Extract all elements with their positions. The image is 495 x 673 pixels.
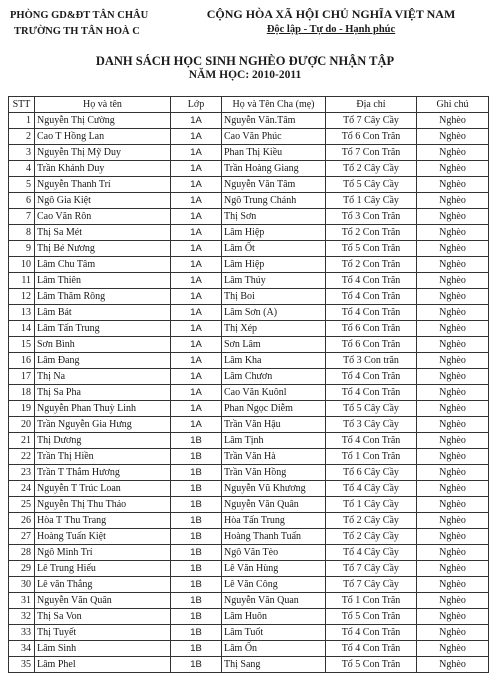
table-row xyxy=(9,465,489,481)
class-cell: 1A xyxy=(171,177,222,193)
table-row xyxy=(9,209,489,225)
class-cell: 1B xyxy=(171,609,222,625)
address-cell: Tổ 7 Cây Cầy xyxy=(326,561,417,577)
student-name: Lê văn Thắng xyxy=(35,577,171,593)
class-cell: 1A xyxy=(171,193,222,209)
document-title: DANH SÁCH HỌC SINH NGHÈO ĐƯỢC NHẬN TẬP xyxy=(95,54,395,68)
address-cell: Tổ 4 Con Trăn xyxy=(326,289,417,305)
class-cell: 1A xyxy=(171,289,222,305)
parent-name: Nguyễn Vũ Khương xyxy=(222,481,326,497)
col-header-address: Địa chỉ xyxy=(326,97,417,113)
student-name: Lâm Chu Tâm xyxy=(35,257,171,273)
student-name: Thị Bé Nương xyxy=(35,241,171,257)
note-cell: Nghèo xyxy=(417,273,489,289)
student-name: Ngô Minh Trí xyxy=(35,545,171,561)
row-number: 8 xyxy=(9,225,35,241)
table-row xyxy=(9,417,489,433)
address-cell: Tổ 3 Con Trăn xyxy=(326,209,417,225)
student-name: Hòa T Thu Trang xyxy=(35,513,171,529)
note-cell: Nghèo xyxy=(417,129,489,145)
table-row xyxy=(9,225,489,241)
address-cell: Tổ 4 Con Trăn xyxy=(326,433,417,449)
parent-name: Lâm Hiệp xyxy=(222,257,326,273)
note-cell: Nghèo xyxy=(417,497,489,513)
address-cell: Tổ 2 Con Trăn xyxy=(326,257,417,273)
table-row xyxy=(9,529,489,545)
row-number: 5 xyxy=(9,177,35,193)
table-row xyxy=(9,337,489,353)
table-row xyxy=(9,257,489,273)
class-cell: 1A xyxy=(171,321,222,337)
student-name: Lâm Thăm Rông xyxy=(35,289,171,305)
parent-name: Lâm Thúy xyxy=(222,273,326,289)
table-row xyxy=(9,545,489,561)
address-cell: Tổ 2 Cây Cầy xyxy=(326,513,417,529)
note-cell: Nghèo xyxy=(417,193,489,209)
student-name: Nguyễn Thị Thu Thảo xyxy=(35,497,171,513)
row-number: 29 xyxy=(9,561,35,577)
student-name: Thị Sa Von xyxy=(35,609,171,625)
note-cell: Nghèo xyxy=(417,577,489,593)
note-cell: Nghèo xyxy=(417,225,489,241)
table-row xyxy=(9,481,489,497)
col-header-class: Lớp xyxy=(171,97,222,113)
parent-name: Thị Sang xyxy=(222,657,326,673)
row-number: 19 xyxy=(9,401,35,417)
table-row xyxy=(9,177,489,193)
class-cell: 1B xyxy=(171,465,222,481)
address-cell: Tổ 1 Cây Cầy xyxy=(326,193,417,209)
parent-name: Lâm Tịnh xyxy=(222,433,326,449)
address-cell: Tổ 4 Con Trăn xyxy=(326,369,417,385)
note-cell: Nghèo xyxy=(417,305,489,321)
address-cell: Tổ 4 Con Trăn xyxy=(326,273,417,289)
row-number: 17 xyxy=(9,369,35,385)
table-row xyxy=(9,497,489,513)
address-cell: Tổ 1 Con Trăn xyxy=(326,449,417,465)
country-name: CỘNG HÒA XÃ HỘI CHỦ NGHĨA VIỆT NAM xyxy=(206,7,456,21)
table-row xyxy=(9,641,489,657)
address-cell: Tổ 6 Con Trăn xyxy=(326,337,417,353)
note-cell: Nghèo xyxy=(417,545,489,561)
table-row xyxy=(9,401,489,417)
table-row xyxy=(9,145,489,161)
class-cell: 1A xyxy=(171,417,222,433)
address-cell: Tổ 1 Con Trăn xyxy=(326,593,417,609)
parent-name: Trần Văn Hà xyxy=(222,449,326,465)
student-name: Lâm Đang xyxy=(35,353,171,369)
col-header-parent: Họ và Tên Cha (mẹ) xyxy=(222,97,326,113)
parent-name: Nguyễn Văn Quan xyxy=(222,593,326,609)
col-header-note: Ghi chú xyxy=(417,97,489,113)
table-row xyxy=(9,289,489,305)
address-cell: Tổ 7 Cây Cầy xyxy=(326,577,417,593)
table-row xyxy=(9,369,489,385)
parent-name: Lâm Huôn xyxy=(222,609,326,625)
parent-name: Lê Văn Công xyxy=(222,577,326,593)
row-number: 12 xyxy=(9,289,35,305)
student-name: Lâm Tấn Trung xyxy=(35,321,171,337)
row-number: 28 xyxy=(9,545,35,561)
address-cell: Tổ 6 Con Trăn xyxy=(326,321,417,337)
address-cell: Tổ 5 Con Trăn xyxy=(326,241,417,257)
student-name: Trần Thị Hiền xyxy=(35,449,171,465)
student-name: Lâm Phel xyxy=(35,657,171,673)
parent-name: Nguyễn Văn.Tâm xyxy=(222,113,326,129)
note-cell: Nghèo xyxy=(417,657,489,673)
student-name: Trần Nguyễn Gia Hưng xyxy=(35,417,171,433)
address-cell: Tổ 6 Con Trăn xyxy=(326,129,417,145)
parent-name: Ngô Văn Tèo xyxy=(222,545,326,561)
address-cell: Tổ 3 Cây Cầy xyxy=(326,417,417,433)
note-cell: Nghèo xyxy=(417,609,489,625)
address-cell: Tổ 4 Con Trăn xyxy=(326,625,417,641)
parent-name: Nguyễn Văn Quân xyxy=(222,497,326,513)
parent-name: Thị Boi xyxy=(222,289,326,305)
address-cell: Tổ 4 Con Trăn xyxy=(326,305,417,321)
student-name: Nguyễn Thị Cường xyxy=(35,113,171,129)
note-cell: Nghèo xyxy=(417,145,489,161)
class-cell: 1B xyxy=(171,545,222,561)
address-cell: Tổ 4 Con Trăn xyxy=(326,385,417,401)
student-name: Nguyễn Thị Mỹ Duy xyxy=(35,145,171,161)
student-name: Nguyễn T Trúc Loan xyxy=(35,481,171,497)
address-cell: Tổ 4 Con Trăn xyxy=(326,641,417,657)
class-cell: 1A xyxy=(171,273,222,289)
note-cell: Nghèo xyxy=(417,481,489,497)
table-row xyxy=(9,193,489,209)
parent-name: Cao Văn Phúc xyxy=(222,129,326,145)
parent-name: Lâm Hiệp xyxy=(222,225,326,241)
table-row xyxy=(9,273,489,289)
parent-name: Lâm Chươn xyxy=(222,369,326,385)
class-cell: 1B xyxy=(171,497,222,513)
student-name: Lâm Thiên xyxy=(35,273,171,289)
student-name: Thị Na xyxy=(35,369,171,385)
col-header-name: Họ và tên xyxy=(35,97,171,113)
parent-name: Cao Văn Kuônl xyxy=(222,385,326,401)
row-number: 3 xyxy=(9,145,35,161)
class-cell: 1A xyxy=(171,337,222,353)
row-number: 33 xyxy=(9,625,35,641)
parent-name: Lâm Ốn xyxy=(222,641,326,657)
row-number: 4 xyxy=(9,161,35,177)
student-name: Nguyễn Phan Thuỳ Linh xyxy=(35,401,171,417)
row-number: 22 xyxy=(9,449,35,465)
table-row xyxy=(9,449,489,465)
student-name: Ngô Gia Kiệt xyxy=(35,193,171,209)
parent-name: Trần Văn Hồng xyxy=(222,465,326,481)
address-cell: Tổ 5 Cây Cầy xyxy=(326,177,417,193)
table-row xyxy=(9,129,489,145)
parent-name: Phan Thị Kiều xyxy=(222,145,326,161)
class-cell: 1A xyxy=(171,225,222,241)
note-cell: Nghèo xyxy=(417,353,489,369)
row-number: 14 xyxy=(9,321,35,337)
table-row xyxy=(9,353,489,369)
student-name: Hoàng Tuấn Kiệt xyxy=(35,529,171,545)
row-number: 27 xyxy=(9,529,35,545)
note-cell: Nghèo xyxy=(417,641,489,657)
department-name: PHÒNG GD&ĐT TÂN CHÂU xyxy=(10,10,149,21)
class-cell: 1A xyxy=(171,369,222,385)
student-table xyxy=(8,96,489,673)
address-cell: Tổ 5 Con Trăn xyxy=(326,657,417,673)
class-cell: 1B xyxy=(171,593,222,609)
note-cell: Nghèo xyxy=(417,369,489,385)
parent-name: Hoàng Thanh Tuấn xyxy=(222,529,326,545)
parent-name: Trần Văn Hậu xyxy=(222,417,326,433)
student-name: Cao T Hồng Lan xyxy=(35,129,171,145)
row-number: 20 xyxy=(9,417,35,433)
address-cell: Tổ 2 Cây Cầy xyxy=(326,529,417,545)
note-cell: Nghèo xyxy=(417,241,489,257)
row-number: 9 xyxy=(9,241,35,257)
class-cell: 1A xyxy=(171,257,222,273)
class-cell: 1A xyxy=(171,129,222,145)
note-cell: Nghèo xyxy=(417,529,489,545)
note-cell: Nghèo xyxy=(417,209,489,225)
student-name: Trần Khánh Duy xyxy=(35,161,171,177)
national-header xyxy=(196,6,466,38)
school-header xyxy=(10,8,148,40)
parent-name: Lâm Kha xyxy=(222,353,326,369)
address-cell: Tổ 7 Con Trăn xyxy=(326,145,417,161)
note-cell: Nghèo xyxy=(417,593,489,609)
student-name: Thị Sa Pha xyxy=(35,385,171,401)
note-cell: Nghèo xyxy=(417,257,489,273)
table-row xyxy=(9,241,489,257)
note-cell: Nghèo xyxy=(417,337,489,353)
address-cell: Tổ 3 Con trăn xyxy=(326,353,417,369)
parent-name: Ngô Trung Chánh xyxy=(222,193,326,209)
parent-name: Thị Xép xyxy=(222,321,326,337)
note-cell: Nghèo xyxy=(417,385,489,401)
table-row xyxy=(9,161,489,177)
row-number: 6 xyxy=(9,193,35,209)
class-cell: 1B xyxy=(171,657,222,673)
class-cell: 1A xyxy=(171,401,222,417)
class-cell: 1A xyxy=(171,385,222,401)
address-cell: Tổ 5 Con Trăn xyxy=(326,609,417,625)
national-motto: Độc lập - Tự do - Hạnh phúc xyxy=(266,24,396,35)
table-row xyxy=(9,593,489,609)
note-cell: Nghèo xyxy=(417,161,489,177)
note-cell: Nghèo xyxy=(417,465,489,481)
note-cell: Nghèo xyxy=(417,625,489,641)
table-row xyxy=(9,609,489,625)
student-name: Thị Tuyết xyxy=(35,625,171,641)
row-number: 24 xyxy=(9,481,35,497)
row-number: 30 xyxy=(9,577,35,593)
class-cell: 1B xyxy=(171,449,222,465)
note-cell: Nghèo xyxy=(417,113,489,129)
student-name: Lâm Sinh xyxy=(35,641,171,657)
address-cell: Tổ 2 Cây Cầy xyxy=(326,161,417,177)
class-cell: 1B xyxy=(171,625,222,641)
student-name: Nguyễn Văn Quân xyxy=(35,593,171,609)
table-row xyxy=(9,513,489,529)
row-number: 35 xyxy=(9,657,35,673)
parent-name: Nguyễn Văn Tâm xyxy=(222,177,326,193)
parent-name: Sơn Lâm xyxy=(222,337,326,353)
row-number: 11 xyxy=(9,273,35,289)
class-cell: 1B xyxy=(171,433,222,449)
class-cell: 1B xyxy=(171,577,222,593)
note-cell: Nghèo xyxy=(417,177,489,193)
note-cell: Nghèo xyxy=(417,401,489,417)
row-number: 1 xyxy=(9,113,35,129)
table-row xyxy=(9,577,489,593)
address-cell: Tổ 2 Con Trăn xyxy=(326,225,417,241)
row-number: 10 xyxy=(9,257,35,273)
parent-name: Thị Sơn xyxy=(222,209,326,225)
class-cell: 1B xyxy=(171,481,222,497)
student-name: Lê Trung Hiếu xyxy=(35,561,171,577)
row-number: 31 xyxy=(9,593,35,609)
table-header-row xyxy=(9,97,489,113)
parent-name: Lâm Ốt xyxy=(222,241,326,257)
class-cell: 1A xyxy=(171,209,222,225)
table-row xyxy=(9,657,489,673)
row-number: 23 xyxy=(9,465,35,481)
note-cell: Nghèo xyxy=(417,513,489,529)
class-cell: 1B xyxy=(171,641,222,657)
student-name: Cao Văn Rôn xyxy=(35,209,171,225)
row-number: 26 xyxy=(9,513,35,529)
parent-name: Phan Ngọc Diễm xyxy=(222,401,326,417)
row-number: 13 xyxy=(9,305,35,321)
row-number: 16 xyxy=(9,353,35,369)
address-cell: Tổ 1 Cây Cầy xyxy=(326,497,417,513)
address-cell: Tổ 5 Cây Cầy xyxy=(326,401,417,417)
school-name: TRƯỜNG TH TÂN HOÀ C xyxy=(14,26,140,37)
address-cell: Tổ 6 Cây Cầy xyxy=(326,465,417,481)
class-cell: 1A xyxy=(171,145,222,161)
class-cell: 1A xyxy=(171,161,222,177)
parent-name: Trần Hoàng Giang xyxy=(222,161,326,177)
note-cell: Nghèo xyxy=(417,449,489,465)
student-name: Thị Dương xyxy=(35,433,171,449)
parent-name: Lâm Tuốt xyxy=(222,625,326,641)
row-number: 34 xyxy=(9,641,35,657)
table-row xyxy=(9,113,489,129)
student-name: Trần T Thắm Hương xyxy=(35,465,171,481)
student-name: Sơn Bình xyxy=(35,337,171,353)
row-number: 18 xyxy=(9,385,35,401)
table-row xyxy=(9,561,489,577)
table-row xyxy=(9,321,489,337)
class-cell: 1A xyxy=(171,113,222,129)
note-cell: Nghèo xyxy=(417,433,489,449)
student-name: Nguyễn Thanh Trí xyxy=(35,177,171,193)
row-number: 7 xyxy=(9,209,35,225)
class-cell: 1A xyxy=(171,305,222,321)
note-cell: Nghèo xyxy=(417,417,489,433)
table-row xyxy=(9,625,489,641)
student-name: Thị Sa Mét xyxy=(35,225,171,241)
class-cell: 1A xyxy=(171,241,222,257)
parent-name: Lâm Sơn (A) xyxy=(222,305,326,321)
address-cell: Tổ 4 Cây Cầy xyxy=(326,545,417,561)
address-cell: Tổ 7 Cây Cầy xyxy=(326,113,417,129)
note-cell: Nghèo xyxy=(417,561,489,577)
address-cell: Tổ 4 Cây Cầy xyxy=(326,481,417,497)
class-cell: 1B xyxy=(171,561,222,577)
table-row xyxy=(9,305,489,321)
parent-name: Hòa Tấn Trung xyxy=(222,513,326,529)
parent-name: Lê Văn Hùng xyxy=(222,561,326,577)
table-row xyxy=(9,385,489,401)
note-cell: Nghèo xyxy=(417,289,489,305)
class-cell: 1B xyxy=(171,529,222,545)
row-number: 32 xyxy=(9,609,35,625)
row-number: 15 xyxy=(9,337,35,353)
class-cell: 1B xyxy=(171,513,222,529)
note-cell: Nghèo xyxy=(417,321,489,337)
row-number: 21 xyxy=(9,433,35,449)
col-header-stt: STT xyxy=(9,97,35,113)
row-number: 2 xyxy=(9,129,35,145)
row-number: 25 xyxy=(9,497,35,513)
student-name: Lâm Bát xyxy=(35,305,171,321)
table-row xyxy=(9,433,489,449)
class-cell: 1A xyxy=(171,353,222,369)
school-year: NĂM HỌC: 2010-2011 xyxy=(188,69,302,81)
